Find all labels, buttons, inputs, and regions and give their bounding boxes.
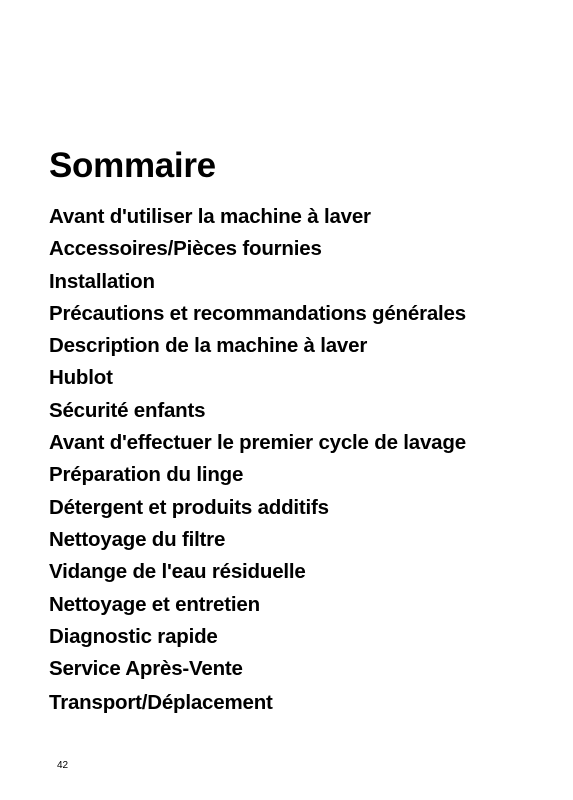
- toc-item: Transport/Déplacement: [49, 691, 273, 715]
- toc-item: Avant d'utiliser la machine à laver: [49, 205, 371, 228]
- toc-item: Description de la machine à laver: [49, 334, 368, 358]
- toc-item: Nettoyage du filtre: [49, 527, 226, 551]
- toc-item: Nettoyage et entretien: [49, 592, 260, 616]
- toc-item: Service Après-Vente: [49, 657, 243, 681]
- toc-item: Détergent et produits additifs: [49, 495, 329, 519]
- toc-item: Préparation du linge: [49, 463, 244, 487]
- toc-item: Avant d'effectuer le premier cycle de lavage: [49, 431, 466, 455]
- page-title: Sommaire: [49, 146, 216, 185]
- table-of-contents: [49, 201, 466, 720]
- page-number: 42: [57, 760, 69, 771]
- toc-item: Vidange de l'eau résiduelle: [49, 560, 306, 584]
- toc-item: Installation: [49, 269, 155, 293]
- toc-item: Accessoires/Pièces fournies: [49, 237, 322, 261]
- toc-item: Hublot: [49, 366, 113, 390]
- toc-item: Précautions et recommandations générales: [49, 301, 466, 325]
- toc-item: Diagnostic rapide: [49, 624, 218, 648]
- toc-item: Sécurité enfants: [49, 398, 206, 422]
